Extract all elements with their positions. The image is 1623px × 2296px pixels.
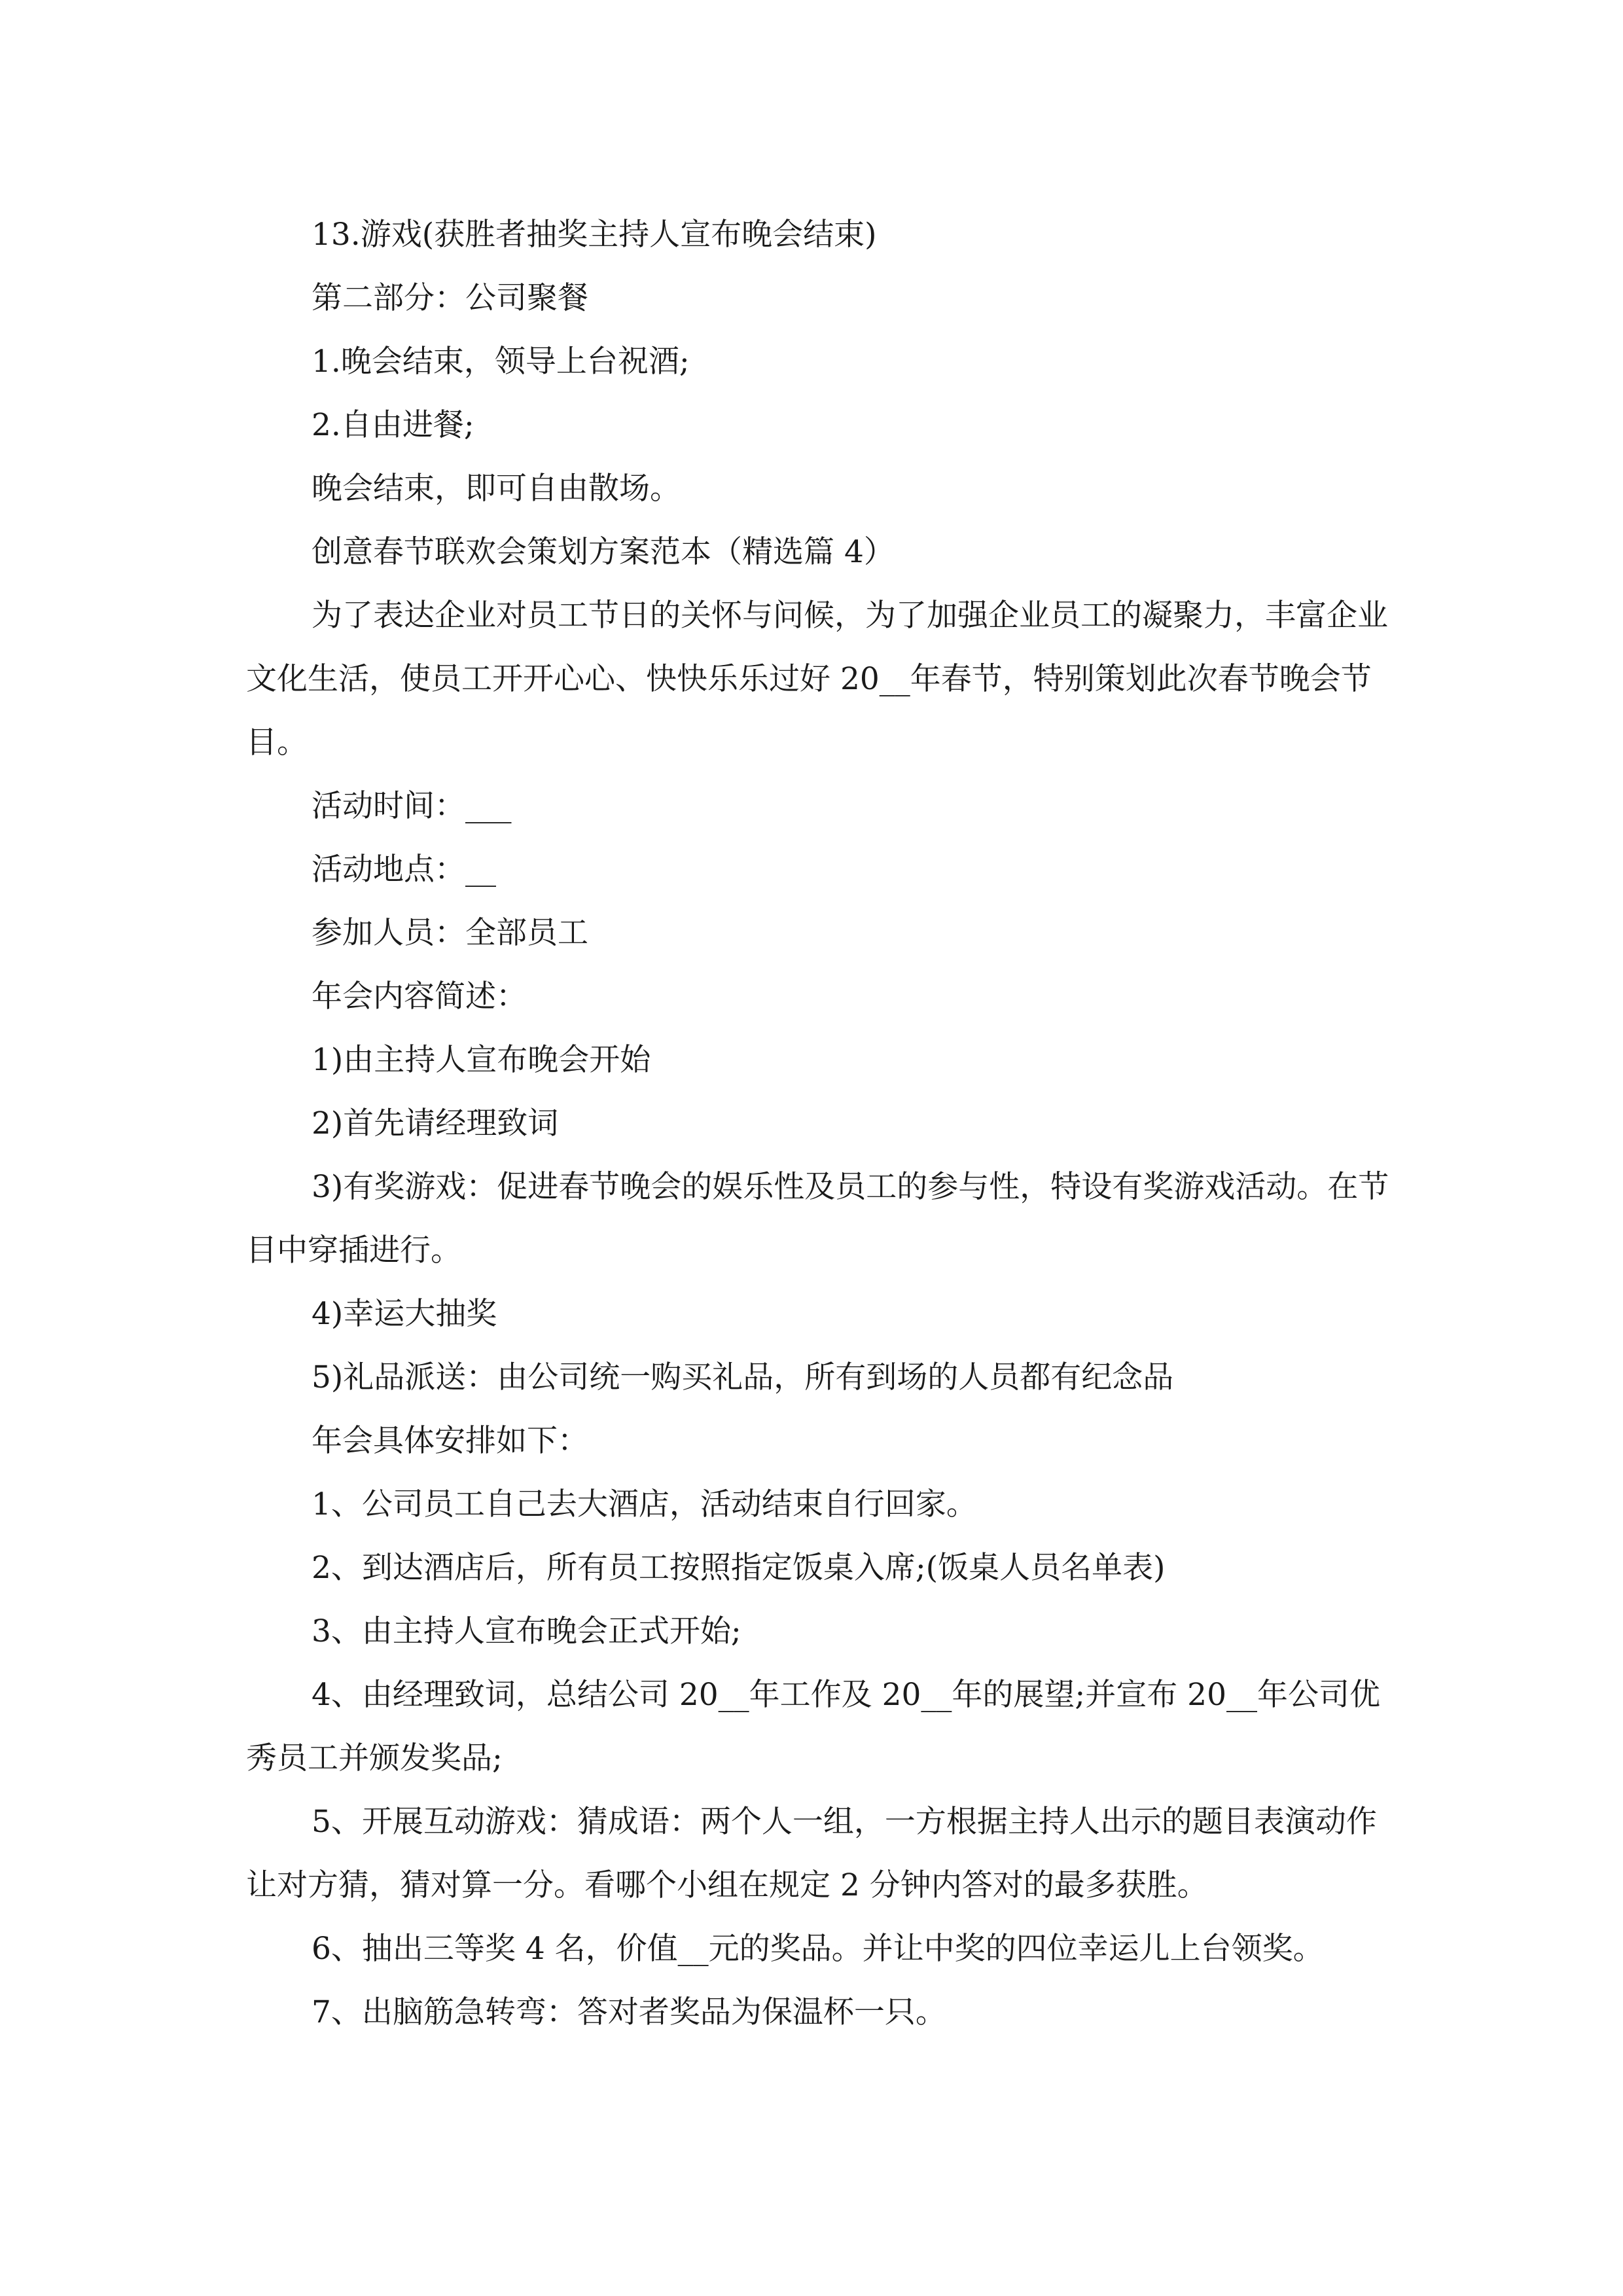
paragraph-game-13: 13.游戏(获胜者抽奖主持人宣布晚会结束) <box>312 217 877 253</box>
field-participants: 参加人员：全部员工 <box>312 915 588 951</box>
section-title: 创意春节联欢会策划方案范本（精选篇 4） <box>312 534 895 570</box>
list-item: 5)礼品派送：由公司统一购买礼品，所有到场的人员都有纪念品 <box>312 1359 1174 1395</box>
field-activity-location: 活动地点：__ <box>312 852 496 888</box>
list-item: 2.自由进餐; <box>312 407 474 443</box>
list-item: 4)幸运大抽奖 <box>312 1296 497 1332</box>
list-item: 2)首先请经理致词 <box>312 1105 559 1141</box>
list-item: 1.晚会结束，领导上台祝酒; <box>312 344 690 380</box>
list-item: 7、出脑筋急转弯：答对者奖品为保温杯一只。 <box>312 1994 946 2030</box>
list-item: 3、由主持人宣布晚会正式开始; <box>312 1613 741 1649</box>
list-item: 1、公司员工自己去大酒店，活动结束自行回家。 <box>312 1486 977 1522</box>
paragraph-closing: 晚会结束，即可自由散场。 <box>312 471 681 507</box>
list-item: 3)有奖游戏：促进春节晚会的娱乐性及员工的参与性，特设有奖游戏活动。在节目中穿插进行。 <box>246 1169 1389 1268</box>
field-activity-time: 活动时间：___ <box>312 788 512 824</box>
subheading-summary: 年会内容简述： <box>312 978 527 1014</box>
list-item: 5、开展互动游戏：猜成语：两个人一组，一方根据主持人出示的题目表演动作让对方猜，猜对算一分。看哪个小组在规定 2 分钟内答对的最多获胜。 <box>246 1804 1377 1903</box>
list-item: 6、抽出三等奖 4 名，价值__元的奖品。并让中奖的四位幸运儿上台领奖。 <box>312 1931 1324 1967</box>
section-heading-part-two: 第二部分：公司聚餐 <box>312 280 588 316</box>
paragraph-intro: 为了表达企业对员工节日的关怀与问候，为了加强企业员工的凝聚力，丰富企业文化生活，使员工开开心心、快快乐乐过好 20__年春节，特别策划此次春节晚会节目。 <box>246 598 1388 761</box>
list-item: 4、由经理致词，总结公司 20__年工作及 20__年的展望;并宣布 20__年公司优秀员工并颁发奖品; <box>246 1677 1380 1776</box>
list-item: 1)由主持人宣布晚会开始 <box>312 1042 651 1078</box>
list-item: 2、到达酒店后，所有员工按照指定饭桌入席;(饭桌人员名单表) <box>312 1550 1166 1586</box>
subheading-arrangement: 年会具体安排如下： <box>312 1423 588 1459</box>
document-body <box>246 203 1398 2044</box>
